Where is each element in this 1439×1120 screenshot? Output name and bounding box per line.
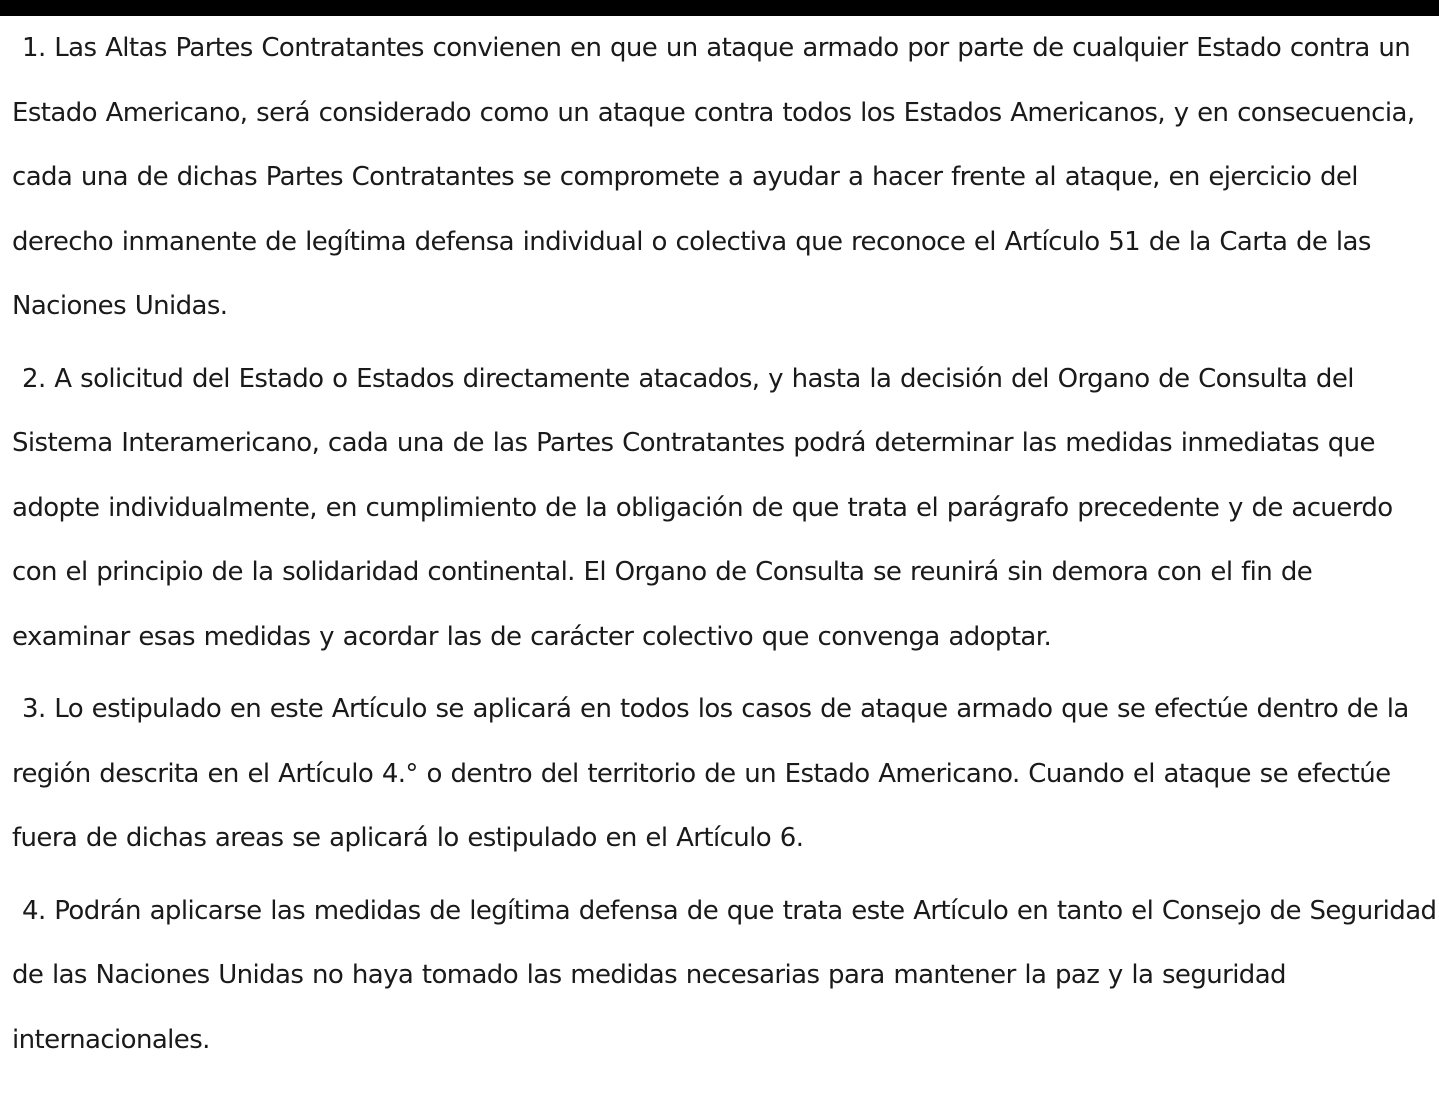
paragraph-2: 2. A solicitud del Estado o Estados directamente atacados, y hasta la decisión del Organo de Consulta del Sistema Interamericano, cada una de las Partes Contratantes podrá determinar las medidas inmediatas que adopte individualmente, en cumplimiento de la obligación de que trata el parágrafo precedente y de acuerdo con el principio de la solidaridad continental. El Organo de Consulta se reunirá sin demora con el fin de examinar esas medidas y acordar las de carácter colectivo que convenga adoptar. <box>12 363 1393 652</box>
paragraph-3: 3. Lo estipulado en este Artículo se aplicará en todos los casos de ataque armado que se efectúe dentro de la región descrita en el Artículo 4.° o dentro del territorio de un Estado Americano. Cuando el ataque se efectúe fuera de dichas areas se aplicará lo estipulado en el Artículo 6. <box>12 694 1409 853</box>
top-bar <box>0 0 1439 16</box>
document-body <box>12 16 1438 1080</box>
paragraph-1: 1. Las Altas Partes Contratantes convienen en que un ataque armado por parte de cualquier Estado contra un Estado Americano, será considerado como un ataque contra todos los Estados Americanos, y en consecuencia, cada una de dichas Partes Contratantes se compromete a ayudar a hacer frente al ataque, en ejercicio del derecho inmanente de legítima defensa individual o colectiva que reconoce el Artículo 51 de la Carta de las Naciones Unidas. <box>12 33 1415 321</box>
paragraph-4: 4. Podrán aplicarse las medidas de legítima defensa de que trata este Artículo en tanto el Consejo de Seguridad de las Naciones Unidas no haya tomado las medidas necesarias para mantener la paz y la seguridad internacionales. <box>12 895 1437 1055</box>
